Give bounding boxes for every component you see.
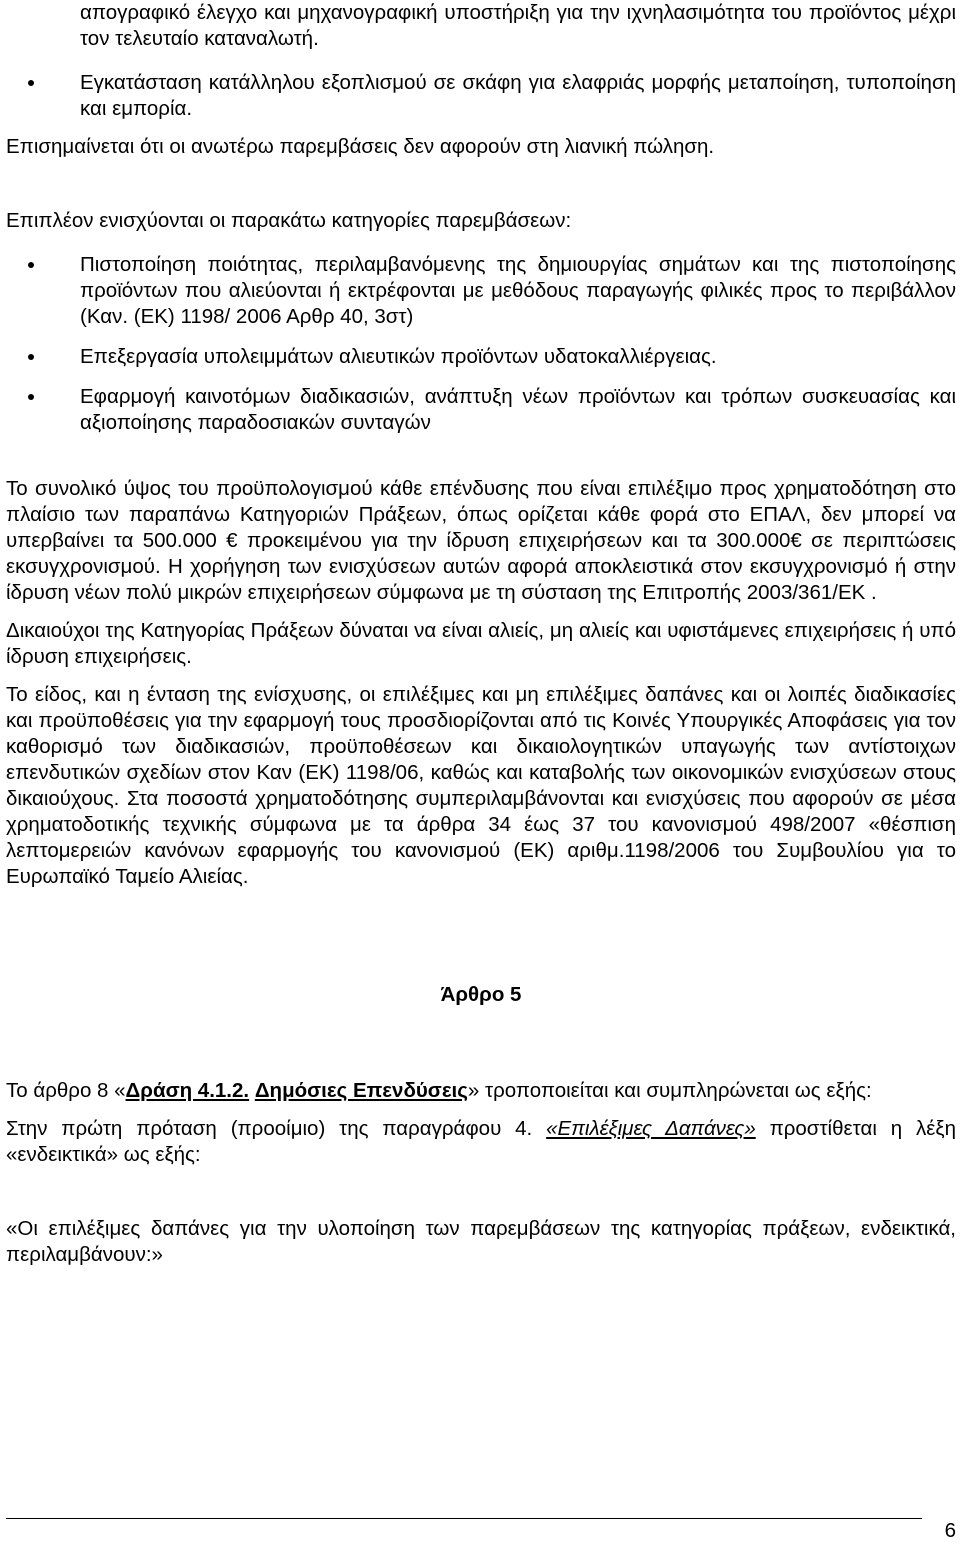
paragraph-categories-intro: Επιπλέον ενισχύονται οι παρακάτω κατηγορίες παρεμβάσεων: [6,209,572,232]
list-item: Εφαρμογή καινοτόμων διαδικασιών, ανάπτυξη νέων προϊόντων και τρόπων συσκευασίας και αξιοποίησης παραδοσιακών συνταγών [6,384,956,436]
paragraph-retail-note: Επισημαίνεται ότι οι ανωτέρω παρεμβάσεις δεν αφορούν στη λιανική πώληση. [6,135,715,158]
document-page [6,0,956,1268]
bold-text: Δημόσιες Επενδύσεις [254,1079,468,1102]
text-run: Το άρθρο 8 « [6,1079,126,1102]
text-run: » τροποποιείται και συμπληρώνεται ως εξής: [467,1079,872,1102]
paragraph-article-8 [6,1078,956,1104]
paragraph-first-sentence [6,1116,956,1168]
paragraph-budget: Το συνολικό ύψος του προϋπολογισμού κάθε επένδυσης που είναι επιλέξιμο προς χρηματοδότηση στο πλαίσιο των παραπάνω Κατηγοριών Πράξεων, όπως ορίζεται κάθε φορά στο ΕΠΑΛ, δεν μπορεί να υπερβαίνει τα 500.000 € προκειμένου για την ίδρυση επιχειρήσεων και τα 300.000€ σε περιπτώσεις εκσυγχρονισμού. Η χορήγηση των ενισχύσεων αυτών αφορά αποκλειστικά στον εκσυγχρονισμό ή στην ίδρυση νέων πολύ μικρών επιχειρήσεων σύμφωνα με τη σύσταση της Επιτροπής 2003/361/ΕΚ . [6,477,956,604]
text-run: Στην πρώτη πρόταση (προοίμιο) της παραγράφου 4. [6,1117,547,1140]
bullet-list-2 [6,252,956,436]
bullet-list-1 [6,70,956,122]
page-number: 6 [944,1519,956,1542]
list-item: Επεξεργασία υπολειμμάτων αλιευτικών προϊόντων υδατοκαλλιέργειας. [6,344,956,370]
paragraph-beneficiaries: Δικαιούχοι της Κατηγορίας Πράξεων δύναται να είναι αλιείς, μη αλιείς και υφιστάμενες επιχειρήσεις ή υπό ίδρυση επιχειρήσεις. [6,619,956,668]
list-item: Εγκατάσταση κατάλληλου εξοπλισμού σε σκάφη για ελαφριάς μορφής μεταποίηση, τυποποίηση και εμπορία. [6,70,956,122]
footer-divider [6,1518,922,1519]
bold-text: Δράση 4.1.2. [125,1079,250,1102]
text-run: προστίθεται η λέξη «ενδεικτικά» ως εξής: [6,1117,956,1166]
paragraph-quote: «Οι επιλέξιμες δαπάνες για την υλοποίηση των παρεμβάσεων της κατηγορίας πράξεων, ενδεικτικά, περιλαμβάνουν:» [6,1217,956,1266]
article-heading: Άρθρο 5 [440,983,522,1006]
underlined-italic-text: «Επιλέξιμες Δαπάνες» [546,1117,756,1140]
paragraph-top: απογραφικό έλεγχο και μηχανογραφική υποστήριξη για την ιχνηλασιμότητα του προϊόντος μέχρι τον τελευταίο καταναλωτή. [80,1,956,50]
paragraph-aid-type: Το είδος, και η ένταση της ενίσχυσης, οι επιλέξιμες και μη επιλέξιμες δαπάνες και οι λοιπές διαδικασίες και προϋποθέσεις για την εφαρμογή τους προσδιορίζονται από τις Κοινές Υπουργικές Αποφάσεις για τον καθορισμό των διαδικασιών, προϋποθέσεων και δικαιολογητικών υπαγωγής των αντίστοιχων επενδυτικών σχεδίων στον Καν (ΕΚ) 1198/06, καθώς και καταβολής των οικονομικών ενισχύσεων στους δικαιούχους. Στα ποσοστά χρηματοδότησης συμπεριλαμβάνονται και ενισχύσεις που αφορούν σε μέσα χρηματοδοτικής τεχνικής σύμφωνα με τα άρθρα 34 έως 37 του κανονισμού 498/2007 «θέσπιση λεπτομερειών κανόνων εφαρμογής του κανονισμού (ΕΚ) αριθμ.1198/2006 του Συμβουλίου για το Ευρωπαϊκό Ταμείο Αλιείας. [6,683,956,888]
list-item: Πιστοποίηση ποιότητας, περιλαμβανόμενης της δημιουργίας σημάτων και της πιστοποίησης προϊόντων που αλιεύονται ή εκτρέφονται με μεθόδους παραγωγής φιλικές προς το περιβάλλον (Καν. (ΕΚ) 1198/ 2006 Αρθρ 40, 3στ) [6,252,956,330]
